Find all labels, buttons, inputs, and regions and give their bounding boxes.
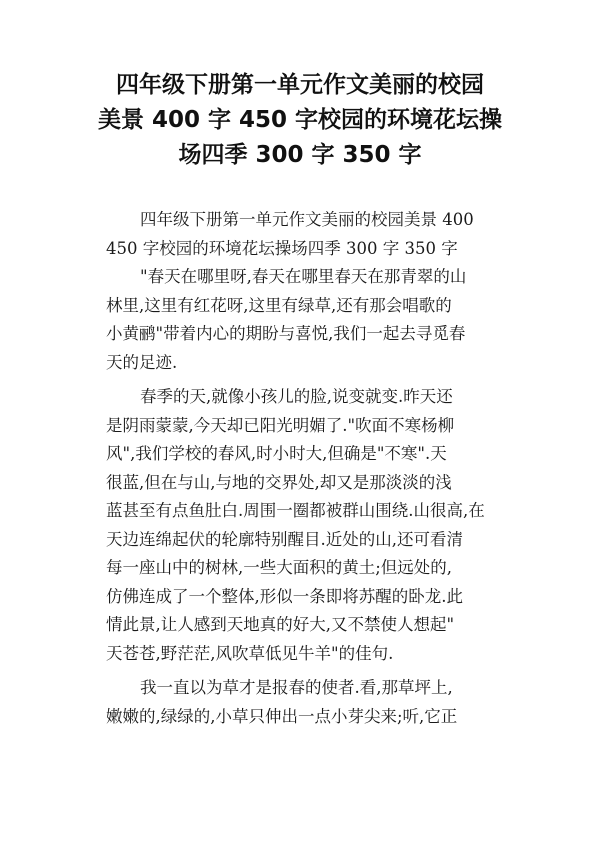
- paragraph-4: [106, 674, 506, 731]
- paragraph-line: "春天在哪里呀,春天在哪里春天在那青翠的山: [140, 267, 467, 286]
- paragraph-line: 450 字校园的环境花坛操场四季 300 字 350 字: [106, 238, 458, 258]
- paragraph-line: 小黄鹂"带着内心的期盼与喜悦,我们一起去寻觅春: [106, 324, 466, 343]
- paragraph-line: 我一直以为草才是报春的使者.看,那草坪上,: [140, 678, 453, 697]
- paragraph-line: 春季的天,就像小孩儿的脸,说变就变.昨天还: [140, 387, 453, 406]
- paragraph-line: 天苍苍,野茫茫,风吹草低见牛羊"的佳句.: [106, 643, 394, 663]
- paragraph-line: 天的足迹.: [106, 352, 178, 372]
- paragraph-3: [106, 383, 506, 668]
- paragraph-line: 嫩嫩的,绿绿的,小草只伸出一点小芽尖来;听,它正: [106, 706, 458, 726]
- title-line: 美景 400 字 450 字校园的环境花坛操: [97, 107, 503, 133]
- paragraph-line: 蓝甚至有点鱼肚白.周围一圈都被群山围绕.山很高,在: [106, 501, 485, 520]
- paragraph-line: 林里,这里有红花呀,这里有绿草,还有那会唱歌的: [106, 295, 452, 315]
- paragraph-line: 风",我们学校的春风,时小时大,但确是"不寒".天: [106, 444, 447, 463]
- document-body: [106, 206, 506, 731]
- title-line: 四年级下册第一单元作文美丽的校园: [116, 72, 484, 98]
- paragraph-line: 很蓝,但在与山,与地的交界处,却又是那淡淡的浅: [106, 472, 452, 492]
- paragraph-line: 四年级下册第一单元作文美丽的校园美景 400: [140, 210, 474, 229]
- paragraph-line: 天边连绵起伏的轮廓特别醒目.近处的山,还可看清: [106, 529, 463, 549]
- paragraph-line: 每一座山中的树林,一些大面积的黄土;但远处的,: [106, 558, 453, 577]
- document-title: [60, 68, 540, 173]
- paragraph-line: 仿佛连成了一个整体,形似一条即将苏醒的卧龙.此: [106, 586, 463, 606]
- paragraph-2: [106, 263, 506, 377]
- paragraph-line: 是阴雨蒙蒙,今天却已阳光明媚了."吹面不寒杨柳: [106, 415, 455, 435]
- paragraph-1: [106, 206, 506, 263]
- paragraph-line: 情此景,让人感到天地真的好大,又不禁使人想起": [106, 615, 455, 634]
- title-line: 场四季 300 字 350 字: [178, 142, 422, 168]
